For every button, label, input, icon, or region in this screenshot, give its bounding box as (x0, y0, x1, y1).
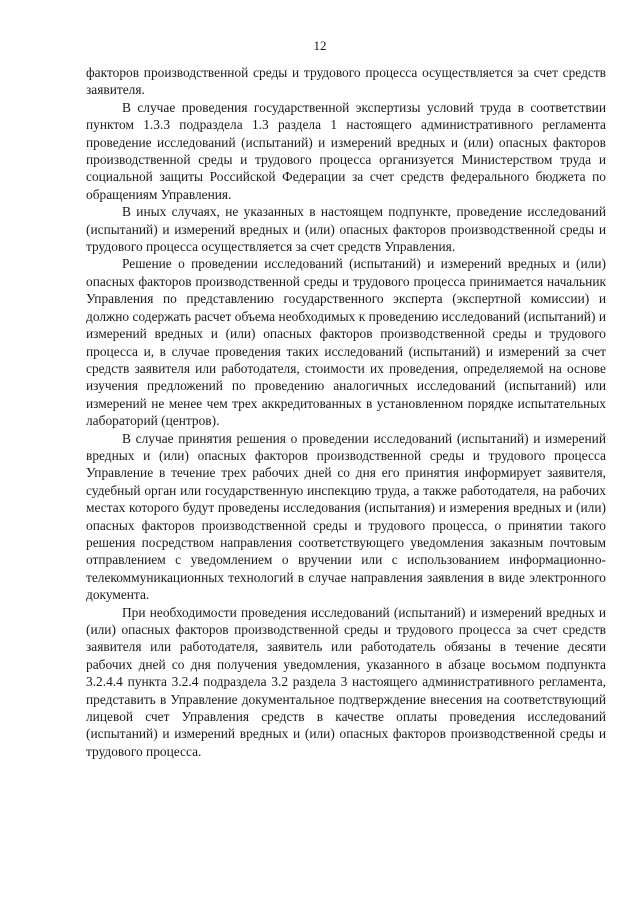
paragraph-continuation: факторов производственной среды и трудового процесса осуществляется за счет средств заявителя. (86, 65, 606, 98)
paragraph-notification: В случае принятия решения о проведении исследований (испытаний) и измерений вредных и (или) опасных факторов производственной среды и трудового процесса Управление в течение трех рабочих дней со дня его принятия информирует заявителя, судебный орган или государственную инспекцию труда, а также работодателя, на рабочих местах которого будут проведены исследования (испытания) и измерения вредных и (или) опасных факторов производственной среды и трудового процесса, о принятии такого решения посредством направления соответствующего уведомления заказным почтовым отправлением с уведомлением о вручении или с использованием информационно-телекоммуникационных технологий в случае направления заявления в виде электронного документа. (86, 430, 606, 603)
paragraph-payment: При необходимости проведения исследований (испытаний) и измерений вредных и (или) опасных факторов производственной среды и трудового процесса за счет средств заявителя или работодателя, заявитель или работодатель обязаны в течение десяти рабочих дней со дня получения уведомления, указанного в абзаце восьмом подпункта 3.2.4.4 пункта 3.2.4 подраздела 3.2 раздела 3 настоящего административного регламента, представить в Управление документальное подтверждение внесения на соответствующий лицевой счет Управления средств в качестве оплаты проведения исследований (испытаний) и измерений вредных и (или) опасных факторов производственной среды и трудового процесса. (86, 604, 606, 759)
document-body (86, 64, 606, 760)
page-number: 12 (313, 38, 327, 53)
paragraph-state-expertise: В случае проведения государственной экспертизы условий труда в соответствии пунктом 1.3.3 подраздела 1.3 раздела 1 настоящего административного регламента проведение исследований (испытаний) и измерений вредных и (или) опасных факторов производственной среды и трудового процесса организуется Министерством труда и социальной защиты Российской Федерации за счет средств федерального бюджета по обращениям Управления. (86, 99, 606, 202)
paragraph-decision: Решение о проведении исследований (испытаний) и измерений вредных и (или) опасных факторов производственной среды и трудового процесса принимается начальник Управления по представлению государственного эксперта (экспертной комиссии) и должно содержать расчет объема необходимых к проведению исследований (испытаний) и измерений вредных и (или) опасных факторов производственной среды и трудового процесса и, в случае проведения таких исследований (испытаний) и измерений за счет средств заявителя или работодателя, стоимости их проведения, определяемой на основе изучения предложений по проведению аналогичных исследований (испытаний) или измерений не менее чем трех аккредитованных в установленном порядке испытательных лабораторий (центров). (86, 256, 606, 429)
paragraph-other-cases: В иных случаях, не указанных в настоящем подпункте, проведение исследований (испытаний) и измерений вредных и (или) опасных факторов производственной среды и трудового процесса осуществляется за счет средств Управления. (86, 204, 606, 255)
